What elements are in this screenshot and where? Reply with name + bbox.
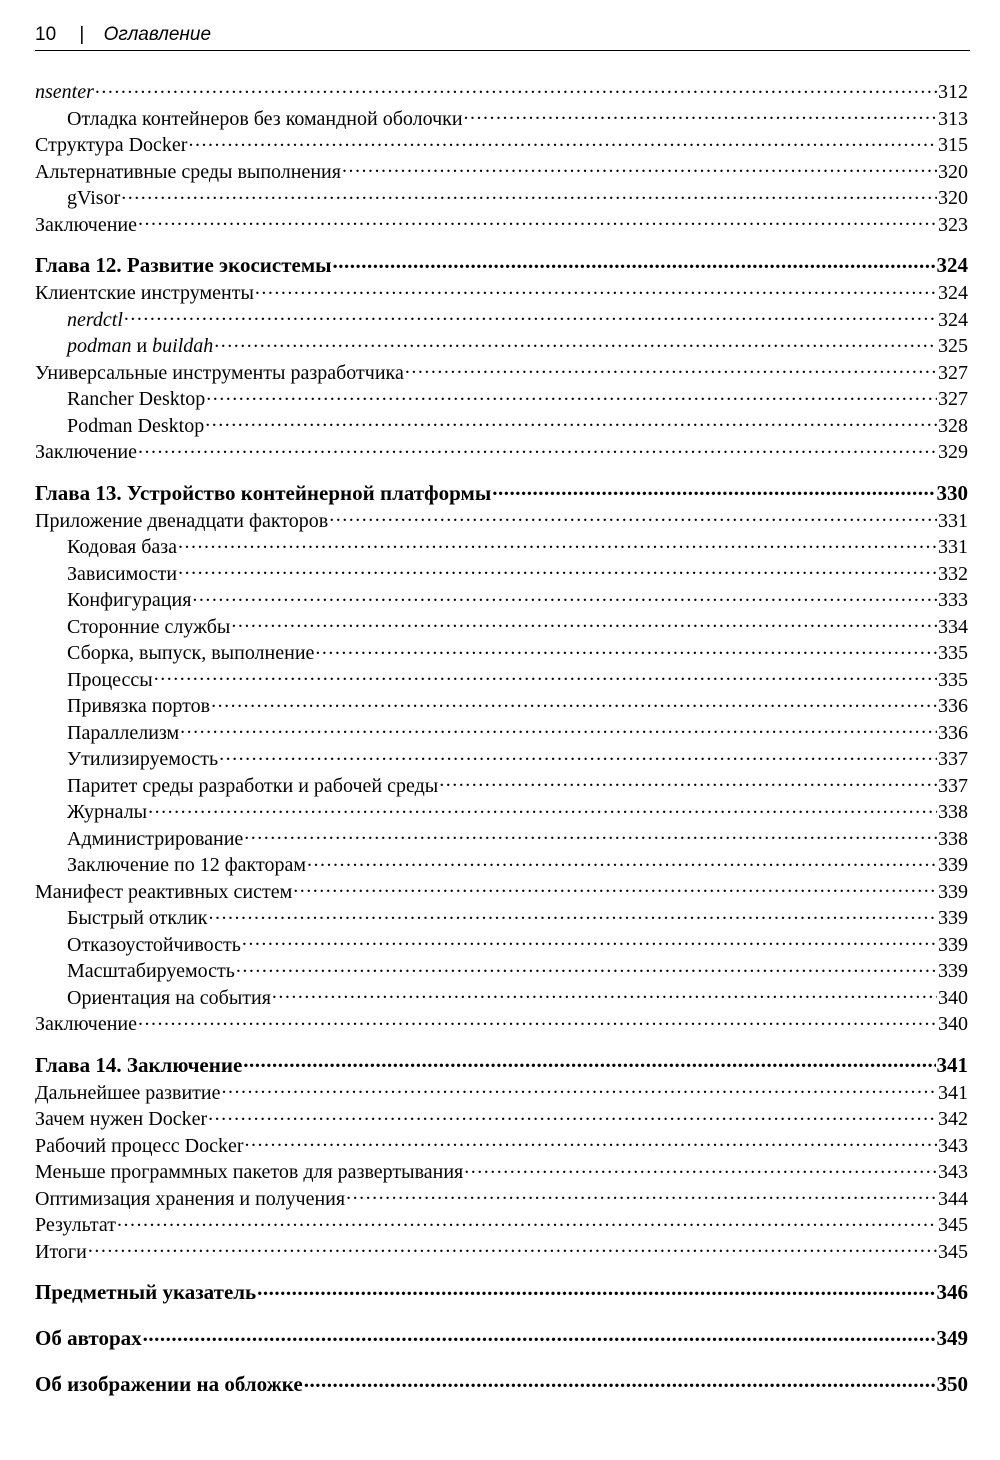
toc-entry[interactable] <box>35 772 968 799</box>
toc-entry-text: Зависимости <box>67 562 178 585</box>
toc-page-number: 332 <box>938 562 968 585</box>
dot-leader <box>405 359 937 379</box>
toc-entry-text: Результат <box>35 1214 117 1236</box>
toc-entry-title <box>67 693 210 720</box>
toc-entry-title <box>35 1106 207 1133</box>
toc-page-number: 344 <box>938 1187 968 1210</box>
toc-chapter-entry[interactable] <box>35 1278 968 1306</box>
dot-leader <box>242 931 937 951</box>
toc-page-number: 346 <box>936 1280 968 1304</box>
toc-page-number: 340 <box>938 986 968 1009</box>
toc-entry-title <box>35 1186 345 1213</box>
section-gap <box>35 1037 968 1051</box>
dot-leader <box>88 1238 937 1258</box>
toc-entry-title <box>35 79 94 106</box>
dot-leader <box>205 412 937 432</box>
dot-leader <box>208 1105 937 1125</box>
toc-entry-text: Ориентация на события <box>67 986 271 1009</box>
page-number: 10 <box>35 24 57 45</box>
toc-page-number: 337 <box>938 748 968 770</box>
toc-entry-title <box>35 132 187 159</box>
toc-entry-text: Масштабируемость <box>67 960 235 982</box>
toc-entry-text: Конфигурация <box>67 589 192 611</box>
toc-page-number: 338 <box>938 801 968 823</box>
dot-leader <box>143 1324 936 1345</box>
toc-entry[interactable] <box>35 131 968 158</box>
dot-leader <box>245 1132 937 1152</box>
toc-entry-title <box>35 479 491 507</box>
toc-page-number: 324 <box>938 282 968 304</box>
toc-page-number: 343 <box>938 1161 968 1183</box>
toc-entry[interactable] <box>35 878 968 905</box>
dot-leader <box>315 639 937 659</box>
header-separator: | <box>79 24 85 45</box>
toc-entry[interactable] <box>35 639 968 666</box>
dot-leader <box>272 984 937 1004</box>
dot-leader <box>304 1370 936 1391</box>
toc-entry-title <box>35 212 137 239</box>
dot-leader <box>255 279 937 299</box>
toc-entry-title-italic: podman <box>67 335 132 357</box>
toc-entry-title <box>67 333 213 360</box>
toc-entry-title <box>67 799 147 826</box>
toc-page-number: 325 <box>938 335 968 357</box>
dot-leader <box>209 904 937 924</box>
toc-entry-title <box>67 826 243 853</box>
dot-leader <box>192 586 937 606</box>
toc-entry-text: Об изображении на обложке <box>35 1372 303 1396</box>
toc-entry-title <box>35 251 332 279</box>
toc-entry-title <box>67 985 271 1012</box>
toc-entry-text: Кодовая база <box>67 536 178 558</box>
dot-leader <box>243 1051 935 1072</box>
toc-entry-text: Быстрый отклик <box>67 907 208 929</box>
toc-entry-title <box>67 720 179 747</box>
toc-entry[interactable] <box>35 184 968 211</box>
dot-leader <box>342 158 937 178</box>
toc-entry[interactable] <box>35 1132 968 1159</box>
toc-chapter-entry[interactable] <box>35 1051 968 1079</box>
dot-leader <box>492 479 935 500</box>
toc-entry-title-italic: nerdctl <box>67 308 123 331</box>
toc-entry-text: Rancher Desktop <box>67 388 206 410</box>
toc-entry[interactable] <box>35 1238 968 1265</box>
dot-leader <box>121 184 937 204</box>
toc-page-number: 328 <box>938 414 968 437</box>
toc-page-number: 329 <box>938 441 968 463</box>
toc-entry[interactable] <box>35 533 968 560</box>
toc-entry-text: Универсальные инструменты разработчика <box>35 361 404 384</box>
toc-entry-text: Зачем нужен Docker <box>35 1108 208 1130</box>
toc-entry-title <box>67 307 123 334</box>
toc-entry-title <box>35 1239 87 1266</box>
toc-page-number: 341 <box>938 1081 968 1104</box>
toc-entry-title <box>35 1133 244 1160</box>
toc-entry-title <box>35 1011 137 1038</box>
dot-leader <box>244 825 937 845</box>
toc-entry[interactable] <box>35 719 968 746</box>
toc-entry-text: Сторонние службы <box>67 615 231 638</box>
toc-page-number: 336 <box>938 721 968 744</box>
toc-page-number: 327 <box>938 388 968 410</box>
toc-entry[interactable] <box>35 1185 968 1212</box>
toc-entry-text: Предметный указатель <box>35 1280 257 1304</box>
toc-entry-title <box>67 106 463 133</box>
dot-leader <box>214 332 937 352</box>
toc-page-number: 343 <box>938 1134 968 1157</box>
toc-entry-title <box>67 746 218 773</box>
toc-page-number: 338 <box>938 827 968 850</box>
toc-entry[interactable] <box>35 1211 968 1238</box>
toc-entry[interactable] <box>35 1158 968 1185</box>
toc-entry[interactable] <box>35 412 968 439</box>
dot-leader <box>178 560 937 580</box>
toc-entry-title <box>67 958 235 985</box>
toc-page-number: 323 <box>938 213 968 236</box>
toc-page-number: 333 <box>938 589 968 611</box>
dot-leader <box>138 1010 937 1030</box>
toc-entry-text: Сборка, выпуск, выполнение <box>67 642 315 664</box>
toc-entry[interactable] <box>35 825 968 852</box>
dot-leader <box>117 1211 937 1231</box>
dot-leader <box>257 1278 935 1299</box>
section-gap <box>35 237 968 251</box>
toc-entry[interactable] <box>35 1079 968 1106</box>
toc-entry-title <box>67 773 438 800</box>
dot-leader <box>154 666 937 686</box>
toc-entry-title-connector: и <box>131 335 153 357</box>
toc-entry-text: Привязка портов <box>67 695 211 717</box>
dot-leader <box>188 131 937 151</box>
toc-page-number: 349 <box>936 1326 968 1350</box>
toc-entry-text: Администрирование <box>67 827 244 850</box>
toc-page-number: 335 <box>938 668 968 691</box>
toc-page-number: 331 <box>938 536 968 558</box>
toc-entry-text: Об авторах <box>35 1326 142 1350</box>
toc-entry[interactable] <box>35 560 968 587</box>
toc-page-number: 320 <box>938 160 968 183</box>
toc-page-number: 320 <box>938 187 968 209</box>
toc-entry-text: Дальнейшее развитие <box>35 1081 221 1104</box>
toc-entry[interactable] <box>35 158 968 185</box>
dot-leader <box>329 507 937 527</box>
page-header <box>35 22 970 51</box>
toc-entry-text: Клиентские инструменты <box>35 282 254 304</box>
toc-page-number: 313 <box>938 107 968 130</box>
toc-entry-title <box>67 561 177 588</box>
toc-chapter-entry[interactable] <box>35 1324 968 1352</box>
dot-leader <box>464 105 937 125</box>
toc-entry[interactable] <box>35 211 968 238</box>
toc-entry-title <box>35 439 137 466</box>
toc-entry-text: Заключение <box>35 1013 137 1035</box>
toc-entry-text: Утилизируемость <box>67 748 219 770</box>
toc-entry-text: Меньше программных пакетов для развертывания <box>35 1161 464 1183</box>
toc-page-number: 327 <box>938 361 968 384</box>
running-title: Оглавление <box>103 24 212 45</box>
toc-page-number: 324 <box>938 308 968 331</box>
toc-page-number: 345 <box>938 1214 968 1236</box>
toc-page-number: 342 <box>938 1108 968 1130</box>
toc-entry-text: Рабочий процесс Docker <box>35 1134 244 1157</box>
toc-entry-title <box>67 386 205 413</box>
toc-entry-text: Приложение двенадцати факторов <box>35 509 329 532</box>
toc-page-number: 335 <box>938 642 968 664</box>
toc-entry-text: Процессы <box>67 668 153 691</box>
dot-leader <box>219 745 937 765</box>
toc-entry-title <box>67 852 306 879</box>
toc-page-number: 345 <box>938 1240 968 1263</box>
dot-leader <box>148 798 937 818</box>
dot-leader <box>439 772 937 792</box>
toc-page-number: 339 <box>938 854 968 876</box>
toc-page-number: 336 <box>938 695 968 717</box>
toc-page-number: 339 <box>938 933 968 956</box>
dot-leader <box>206 385 937 405</box>
toc-entry-text: Глава 13. Устройство контейнерной платформы <box>35 480 492 505</box>
toc-entry-text: Podman Desktop <box>67 414 205 437</box>
toc-page-number: 340 <box>938 1013 968 1035</box>
toc-entry-title <box>67 614 230 641</box>
toc-entry-text: Отладка контейнеров без командной оболочки <box>67 107 463 130</box>
toc-entry[interactable] <box>35 438 968 465</box>
toc-entry[interactable] <box>35 507 968 534</box>
toc-entry[interactable] <box>35 306 968 333</box>
toc-entry[interactable] <box>35 105 968 132</box>
toc-entry-text: gVisor <box>67 187 121 209</box>
toc-entry-text: Итоги <box>35 1240 87 1263</box>
toc-page-number: 331 <box>938 509 968 532</box>
toc-entry-title <box>35 1080 220 1107</box>
toc-entry-title <box>67 587 191 614</box>
section-gap <box>35 1264 968 1278</box>
toc-entry-title-italic: nsenter <box>35 81 94 103</box>
toc-entry-title <box>35 1324 142 1352</box>
toc-page-number: 315 <box>938 134 968 156</box>
toc-entry-text: Параллелизм <box>67 721 180 744</box>
toc-entry[interactable] <box>35 931 968 958</box>
section-gap <box>35 465 968 479</box>
toc-entry-title <box>35 508 328 535</box>
toc-entry[interactable] <box>35 279 968 306</box>
toc-entry-title <box>35 360 404 387</box>
dot-leader <box>236 957 937 977</box>
toc-entry[interactable] <box>35 1105 968 1132</box>
toc-entry[interactable] <box>35 798 968 825</box>
toc-entry[interactable] <box>35 359 968 386</box>
toc-entry[interactable] <box>35 1010 968 1037</box>
dot-leader <box>464 1158 937 1178</box>
toc-chapter-entry[interactable] <box>35 479 968 507</box>
toc-entry[interactable] <box>35 666 968 693</box>
toc-entry-text: Глава 14. Заключение <box>35 1052 243 1077</box>
toc-page-number: 339 <box>938 907 968 929</box>
toc-page-number: 312 <box>938 81 968 103</box>
toc-page-number: 339 <box>938 880 968 903</box>
toc-entry[interactable] <box>35 613 968 640</box>
toc-entry-text: Структура Docker <box>35 134 188 156</box>
dot-leader <box>346 1185 937 1205</box>
toc-entry-text: Заключение <box>35 213 137 236</box>
toc-entry-title <box>67 185 120 212</box>
dot-leader <box>211 692 937 712</box>
toc-chapter-entry[interactable] <box>35 1370 968 1398</box>
dot-leader <box>307 851 937 871</box>
toc-entry-text: Паритет среды разработки и рабочей среды <box>67 774 439 797</box>
dot-leader <box>293 878 937 898</box>
dot-leader <box>138 438 937 458</box>
table-of-contents <box>35 78 968 1398</box>
toc-entry-text: Манифест реактивных систем <box>35 880 293 903</box>
toc-entry[interactable] <box>35 957 968 984</box>
toc-entry[interactable] <box>35 904 968 931</box>
toc-entry-title-italic: buildah <box>152 335 214 357</box>
toc-entry-title <box>67 413 204 440</box>
toc-page-number: 341 <box>936 1052 968 1077</box>
toc-entry-title <box>35 1212 116 1239</box>
toc-entry[interactable] <box>35 332 968 359</box>
toc-page-number: 334 <box>938 615 968 638</box>
toc-entry[interactable] <box>35 385 968 412</box>
dot-leader <box>333 251 936 272</box>
toc-entry-title <box>67 667 153 694</box>
toc-entry-title <box>35 1159 463 1186</box>
toc-entry-text: Журналы <box>67 801 148 823</box>
toc-entry[interactable] <box>35 984 968 1011</box>
toc-entry[interactable] <box>35 745 968 772</box>
toc-page-number: 339 <box>938 960 968 982</box>
toc-entry[interactable] <box>35 586 968 613</box>
toc-entry-title <box>67 905 208 932</box>
toc-page-number: 324 <box>936 253 968 277</box>
dot-leader <box>138 211 937 231</box>
toc-entry-title <box>35 1051 242 1079</box>
dot-leader <box>231 613 937 633</box>
toc-entry[interactable] <box>35 692 968 719</box>
toc-entry-text: Глава 12. Развитие экосистемы <box>35 253 332 277</box>
toc-entry-title <box>35 1370 303 1398</box>
toc-page-number: 350 <box>936 1372 968 1396</box>
toc-chapter-entry[interactable] <box>35 251 968 279</box>
toc-entry-text: Альтернативные среды выполнения <box>35 160 341 183</box>
section-gap <box>35 1352 968 1370</box>
toc-page-number: 337 <box>938 774 968 797</box>
toc-entry[interactable] <box>35 851 968 878</box>
dot-leader <box>124 306 937 326</box>
dot-leader <box>180 719 937 739</box>
toc-entry-title <box>67 640 314 667</box>
toc-entry-text: Заключение <box>35 441 137 463</box>
toc-entry-title <box>35 1278 256 1306</box>
section-gap <box>35 1306 968 1324</box>
toc-page-number: 330 <box>936 480 968 505</box>
toc-entry-text: Оптимизация хранения и получения <box>35 1187 346 1210</box>
toc-entry-title <box>67 932 241 959</box>
toc-entry-title <box>35 280 254 307</box>
toc-entry-title <box>35 159 341 186</box>
toc-entry-text: Отказоустойчивость <box>67 933 241 956</box>
toc-entry-title <box>35 879 292 906</box>
dot-leader <box>178 533 937 553</box>
toc-entry-title <box>67 534 177 561</box>
dot-leader <box>95 78 937 98</box>
toc-entry-text: Заключение по 12 факторам <box>67 854 306 876</box>
toc-entry[interactable] <box>35 78 968 105</box>
dot-leader <box>221 1079 937 1099</box>
